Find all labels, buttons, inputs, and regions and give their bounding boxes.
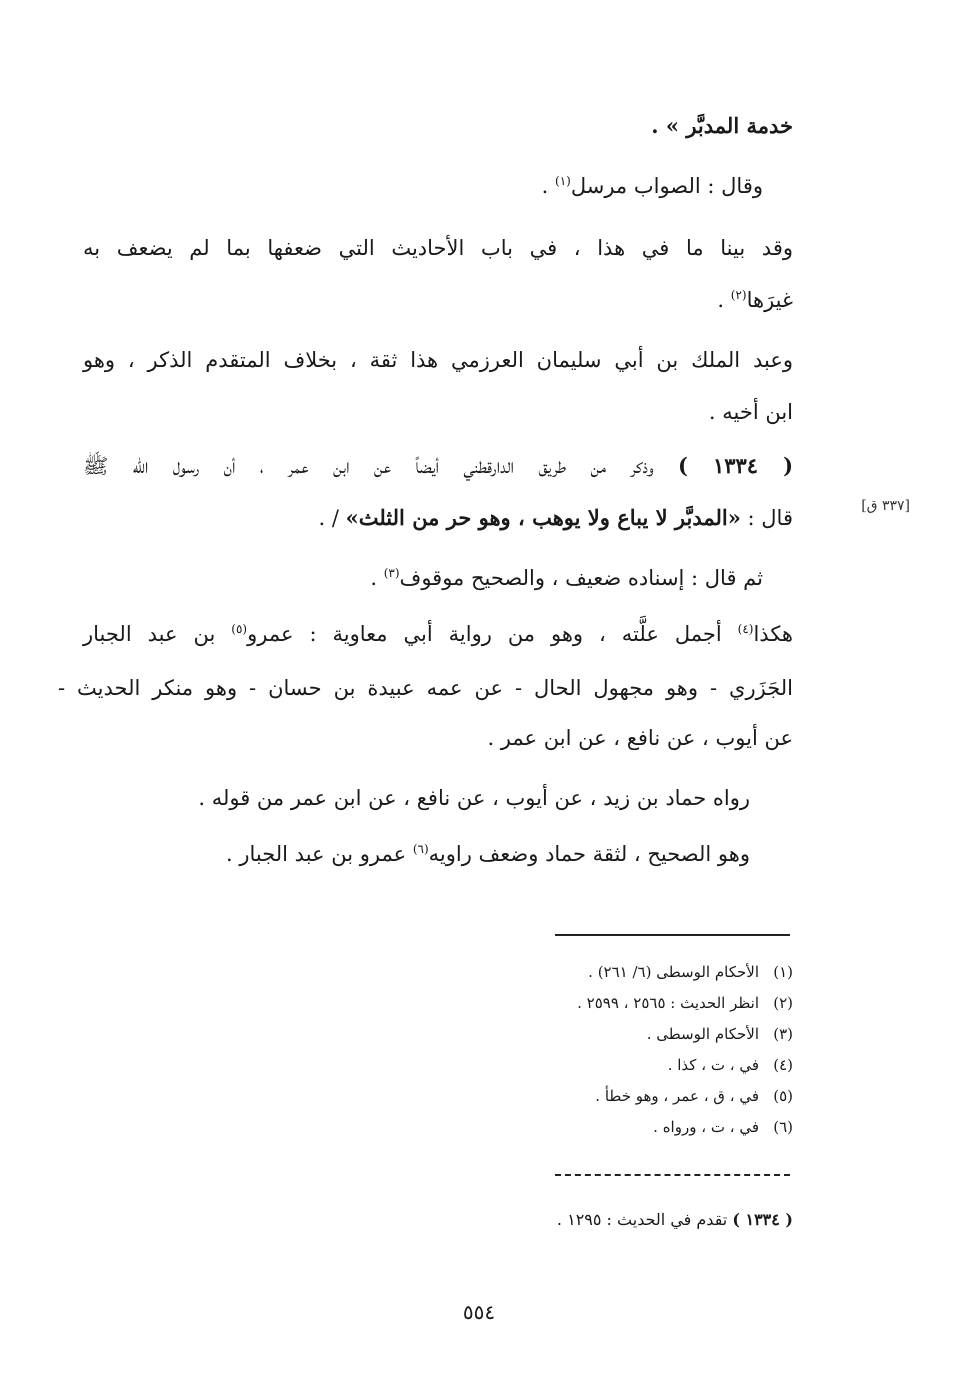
text: أجمل علَّته ، وهو من رواية أبي معاوية : عمرو [247, 622, 738, 646]
text-line-10 [83, 614, 793, 654]
footnote-number: (١) [773, 963, 793, 981]
text: وقال : الصواب مرسل [570, 174, 763, 198]
text: وهو الصحيح ، لثقة حماد وضعف راويه [428, 842, 750, 866]
text: / . [318, 506, 346, 530]
text: قال : [740, 506, 793, 530]
hadith-quote: «المدبَّر لا يباع ولا يوهب ، وهو حر من الثلث» [345, 505, 741, 530]
footnote-number: (٢) [773, 994, 793, 1012]
page-number: ٥٥٤ [462, 1300, 496, 1324]
text: . [541, 174, 555, 198]
text: . [370, 566, 384, 590]
footnote-text: في ، ت ، كذا . [667, 1056, 759, 1074]
footnote-text: الأحكام الوسطى (٦/ ٢٦١) . [588, 963, 759, 981]
hadith-number: ( ١٣٣٤ ) [732, 1210, 793, 1229]
hadith-number: ( ١٣٣٤ ) [678, 453, 794, 478]
text: وقد بينا ما في هذا ، في باب الأحاديث التي ضعفها بما لم يضعف به [83, 236, 793, 260]
footnote-6 [393, 1117, 793, 1137]
footnote-4 [393, 1055, 793, 1075]
text: ابن أخيه . [708, 400, 793, 424]
tail-divider [555, 1174, 790, 1176]
footnote-ref-3[interactable]: (٣) [383, 566, 400, 580]
footnote-ref-5[interactable]: (٥) [231, 622, 248, 636]
text-line-2 [83, 166, 763, 206]
footnote-divider [555, 934, 790, 936]
footnote-ref-6[interactable]: (٦) [412, 842, 429, 856]
text: هكذا [753, 622, 793, 646]
text-line-3 [83, 228, 793, 268]
footnote-ref-4[interactable]: (٤) [737, 622, 754, 636]
footnote-ref-1[interactable]: (١) [555, 174, 571, 188]
text: غيرَها [746, 288, 793, 312]
footnote-ref-2[interactable]: (٢) [730, 288, 747, 302]
footnote-1 [393, 962, 793, 982]
text: تقدم في الحديث : ١٢٩٥ . [556, 1210, 733, 1229]
text-line-5 [83, 340, 793, 380]
footnote-text: انظر الحديث : ٢٥٦٥ ، ٢٥٩٩ . [577, 994, 759, 1012]
text: خدمة المدبَّر » . [651, 113, 793, 138]
text-line-14 [90, 834, 750, 874]
text-line-9 [83, 558, 763, 598]
text: ثم قال : إسناده ضعيف ، والصحيح موقوف [399, 566, 763, 590]
text: وذكر من طريق الدارقطني أيضاً عن ابن عمر ، أن رسول الله ﷺ [83, 454, 679, 478]
text: بن عبد الجبار [83, 622, 232, 646]
footnote-number: (٤) [773, 1056, 793, 1074]
footnote-number: (٣) [773, 1025, 793, 1043]
text-line-13 [90, 778, 750, 818]
text-line-4 [83, 280, 793, 320]
footnote-text: في ، ق ، عمر ، وهو خطأ . [595, 1087, 759, 1105]
text-line-11 [58, 668, 793, 708]
cross-reference-note [373, 1210, 793, 1229]
text: عمرو بن عبد الجبار . [225, 842, 413, 866]
footnote-5 [393, 1086, 793, 1106]
text: . [717, 288, 731, 312]
footnote-2 [393, 993, 793, 1013]
text: وعبد الملك بن أبي سليمان العرزمي هذا ثقة ، بخلاف المتقدم الذكر ، وهو [83, 348, 793, 372]
footnote-text: الأحكام الوسطى . [646, 1025, 759, 1043]
footnote-number: (٦) [773, 1118, 793, 1136]
text-line-12 [83, 718, 793, 758]
text: عن أيوب ، عن نافع ، عن ابن عمر . [487, 726, 793, 750]
margin-note: [٣٣٧ ق] [861, 498, 910, 514]
footnote-3 [393, 1024, 793, 1044]
footnote-number: (٥) [773, 1087, 793, 1105]
text-line-6 [83, 392, 793, 432]
text: رواه حماد بن زيد ، عن أيوب ، عن نافع ، عن ابن عمر من قوله . [198, 786, 750, 810]
text-line-8 [83, 498, 793, 538]
footnote-text: في ، ت ، ورواه . [653, 1118, 759, 1136]
text-line-7 [83, 446, 793, 486]
text: الجَزَري - وهو مجهول الحال - عن عمه عبيدة بن حسان - وهو منكر الحديث - [58, 676, 793, 700]
text-line-1 [83, 106, 793, 146]
